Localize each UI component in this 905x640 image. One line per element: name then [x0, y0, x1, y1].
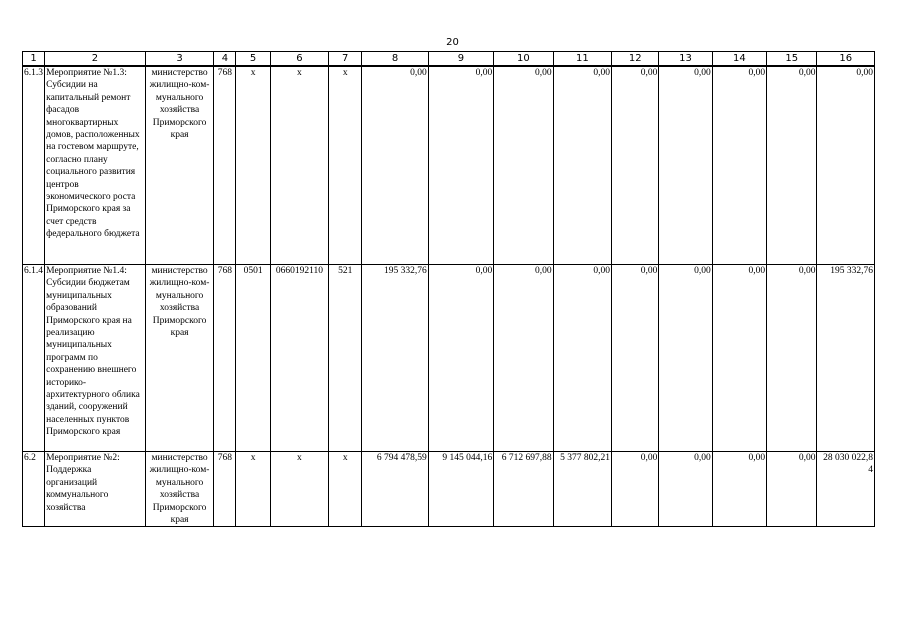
column-header: 15: [767, 52, 817, 67]
cell-c10: 0,00: [494, 66, 553, 265]
cell-c6: 0660192110: [270, 265, 328, 452]
cell-c6: x: [270, 66, 328, 265]
row-code: 6.1.3: [23, 66, 45, 265]
budget-table: [22, 51, 875, 527]
cell-c8: 0,00: [362, 66, 428, 265]
cell-c5: 0501: [236, 265, 270, 452]
row-code: 6.2: [23, 452, 45, 527]
column-header: 7: [329, 52, 362, 67]
table-row: [23, 452, 875, 527]
cell-c5: x: [236, 452, 270, 527]
cell-c16: 0,00: [817, 66, 875, 265]
cell-c4: 768: [214, 66, 236, 265]
cell-c12: 0,00: [612, 265, 659, 452]
row-code: 6.1.4: [23, 265, 45, 452]
row-org: министерство жилищно-ком-мунального хозяйства Приморского края: [145, 452, 213, 527]
row-name: Мероприятие №2: Поддержка организаций коммунального хозяйства: [45, 452, 146, 527]
cell-c14: 0,00: [712, 452, 766, 527]
cell-c8: 195 332,76: [362, 265, 428, 452]
cell-c16: 28 030 022,84: [817, 452, 875, 527]
cell-c11: 0,00: [553, 265, 611, 452]
column-header: 12: [612, 52, 659, 67]
header-row: [23, 52, 875, 67]
cell-c11: 5 377 802,21: [553, 452, 611, 527]
column-header: 11: [553, 52, 611, 67]
cell-c14: 0,00: [712, 265, 766, 452]
cell-c9: 9 145 044,16: [428, 452, 493, 527]
column-header: 8: [362, 52, 428, 67]
column-header: 9: [428, 52, 493, 67]
row-name: Мероприятие №1.3: Субсидии на капитальный ремонт фасадов многоквартирных домов, расположенных на гостевом маршруте, согласно плану социального развития центров экономического роста Приморского края за счет средств федерального бюджета: [45, 66, 146, 265]
column-header: 1: [23, 52, 45, 67]
cell-c13: 0,00: [659, 66, 712, 265]
cell-c10: 0,00: [494, 265, 553, 452]
cell-c9: 0,00: [428, 265, 493, 452]
cell-c15: 0,00: [767, 66, 817, 265]
cell-c7: 521: [329, 265, 362, 452]
cell-c8: 6 794 478,59: [362, 452, 428, 527]
cell-c10: 6 712 697,88: [494, 452, 553, 527]
row-name: Мероприятие №1.4: Субсидии бюджетам муниципальных образований Приморского края на реализацию муниципальных программ по сохранению внешнего историко-архитектурного облика зданий, сооружений населенных пунктов Приморского края: [45, 265, 146, 452]
column-header: 14: [712, 52, 766, 67]
cell-c16: 195 332,76: [817, 265, 875, 452]
column-header: 5: [236, 52, 270, 67]
row-org: министерство жилищно-ком-мунального хозяйства Приморского края: [145, 265, 213, 452]
table-row: [23, 66, 875, 265]
column-header: 2: [45, 52, 146, 67]
column-header: 3: [145, 52, 213, 67]
cell-c5: x: [236, 66, 270, 265]
cell-c11: 0,00: [553, 66, 611, 265]
cell-c15: 0,00: [767, 265, 817, 452]
cell-c13: 0,00: [659, 452, 712, 527]
cell-c7: x: [329, 66, 362, 265]
cell-c13: 0,00: [659, 265, 712, 452]
cell-c6: x: [270, 452, 328, 527]
cell-c12: 0,00: [612, 452, 659, 527]
row-org: министерство жилищно-ком-мунального хозяйства Приморского края: [145, 66, 213, 265]
cell-c7: x: [329, 452, 362, 527]
column-header: 13: [659, 52, 712, 67]
cell-c14: 0,00: [712, 66, 766, 265]
column-header: 10: [494, 52, 553, 67]
cell-c4: 768: [214, 452, 236, 527]
cell-c12: 0,00: [612, 66, 659, 265]
column-header: 4: [214, 52, 236, 67]
page-number: 20: [446, 37, 459, 48]
cell-c15: 0,00: [767, 452, 817, 527]
cell-c9: 0,00: [428, 66, 493, 265]
column-header: 16: [817, 52, 875, 67]
column-header: 6: [270, 52, 328, 67]
table-row: [23, 265, 875, 452]
cell-c4: 768: [214, 265, 236, 452]
